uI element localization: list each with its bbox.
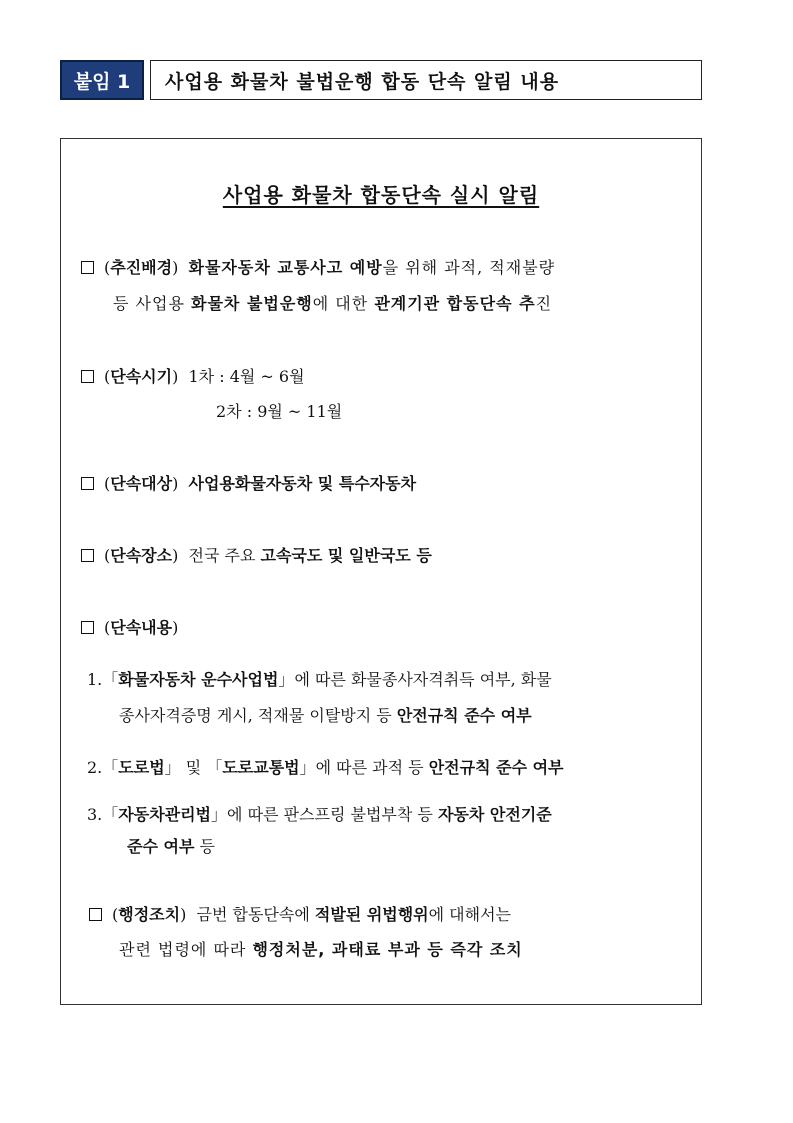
item-2-number: 2.: [87, 758, 103, 777]
period-line-1: (단속시기) 1차 : 4월 ~ 6월: [81, 366, 305, 388]
item-3-bold-1: 자동차 안전기준: [437, 805, 552, 824]
item-3-number: 3.: [87, 805, 103, 824]
action-label: 행정조치: [118, 905, 181, 924]
location-line: (단속장소) 전국 주요 고속국도 및 일반국도 등: [81, 545, 432, 567]
target-label: 단속대상: [110, 474, 173, 493]
item-3-bold-2: 준수 여부: [127, 837, 195, 856]
content-line: (단속내용): [81, 617, 178, 639]
background-text-2: 등 사업용: [113, 294, 191, 313]
content-item-1-line-2: [119, 705, 532, 727]
item-2-law-1: 도로법: [118, 758, 165, 777]
checkbox-square-icon: [81, 370, 94, 383]
checkbox-square-icon: [89, 908, 102, 921]
attachment-badge: 붙임 1: [60, 60, 144, 100]
background-text-4: 진: [535, 294, 552, 313]
item-2-quote-left-2: 「: [206, 758, 223, 777]
background-label: 추진배경: [110, 258, 173, 277]
item-1-bold: 안전규칙 준수 여부: [396, 706, 532, 725]
background-line-1: (추진배경) 화물자동차 교통사고 예방을 위해 과적, 적재불량: [81, 257, 555, 279]
item-2-bold: 안전규칙 준수 여부: [428, 758, 564, 777]
content-label: 단속내용: [110, 618, 173, 637]
period-first: 1차 : 4월 ~ 6월: [188, 367, 305, 386]
content-item-3-line-1: [87, 804, 552, 826]
item-2-quote-right-1: 」: [164, 758, 181, 777]
checkbox-square-icon: [81, 621, 94, 634]
notice-title: 사업용 화물차 합동단속 실시 알림: [222, 183, 540, 207]
action-text-3: 관련 법령에 따라: [119, 940, 253, 959]
action-text-2: 에 대해서는: [428, 905, 512, 924]
background-bold-3: 관계기관 합동단속 추: [374, 294, 536, 313]
notice-box: [60, 138, 702, 1005]
attachment-header: [60, 60, 702, 100]
location-bold: 고속국도 및 일반국도 등: [260, 546, 432, 565]
checkbox-square-icon: [81, 477, 94, 490]
item-1-text-1: 에 따른 화물종사자격취득 여부, 화물: [294, 670, 552, 689]
item-1-law: 화물자동차 운수사업법: [118, 670, 279, 689]
background-text-3: 에 대한: [312, 294, 375, 313]
location-label: 단속장소: [110, 546, 173, 565]
checkbox-square-icon: [81, 549, 94, 562]
background-bold-2: 화물차 불법운행: [191, 294, 313, 313]
checkbox-square-icon: [81, 261, 94, 274]
item-3-law: 자동차관리법: [118, 805, 212, 824]
item-2-law-2: 도로교통법: [222, 758, 300, 777]
action-bold-2: 행정처분, 과태료 부과 등 즉각 조치: [252, 940, 523, 959]
item-3-text-1: 에 따른 판스프링 불법부착 등: [227, 805, 438, 824]
item-1-quote-right: 」: [278, 670, 295, 689]
item-1-number: 1.: [87, 670, 103, 689]
item-2-and: 및: [180, 758, 207, 777]
item-2-text: 에 따른 과적 등: [315, 758, 429, 777]
background-bold-1: 화물자동차 교통사고 예방: [188, 258, 383, 277]
attachment-title: 사업용 화물차 불법운행 합동 단속 알림 내용: [150, 60, 702, 100]
item-2-quote-right-2: 」: [299, 758, 316, 777]
item-1-text-2: 종사자격증명 게시, 적재물 이탈방지 등: [119, 706, 397, 725]
target-value: 사업용화물자동차 및 특수자동차: [188, 474, 417, 493]
target-line: (단속대상) 사업용화물자동차 및 특수자동차: [81, 473, 416, 495]
item-2-quote-left-1: 「: [102, 758, 119, 777]
content-item-3-line-2: [127, 836, 215, 858]
period-label: 단속시기: [110, 367, 173, 386]
action-line-2: [119, 939, 523, 961]
action-line-1: (행정조치) 금번 합동단속에 적발된 위법행위에 대해서는: [89, 904, 511, 926]
content-item-1-line-1: [87, 669, 552, 691]
period-line-2: [216, 401, 342, 423]
period-second: 2차 : 9월 ~ 11월: [216, 402, 343, 421]
item-3-text-2: 등: [194, 837, 215, 856]
item-1-quote-left: 「: [102, 670, 119, 689]
content-item-2-line: [87, 757, 564, 779]
action-text-1: 금번 합동단속에: [196, 905, 315, 924]
background-line-2: [113, 293, 551, 315]
action-bold-1: 적발된 위법행위: [314, 905, 429, 924]
background-text-1: 을 위해 과적, 적재불량: [382, 258, 556, 277]
item-3-quote-left: 「: [102, 805, 119, 824]
location-text: 전국 주요: [188, 546, 261, 565]
item-3-quote-right: 」: [211, 805, 228, 824]
